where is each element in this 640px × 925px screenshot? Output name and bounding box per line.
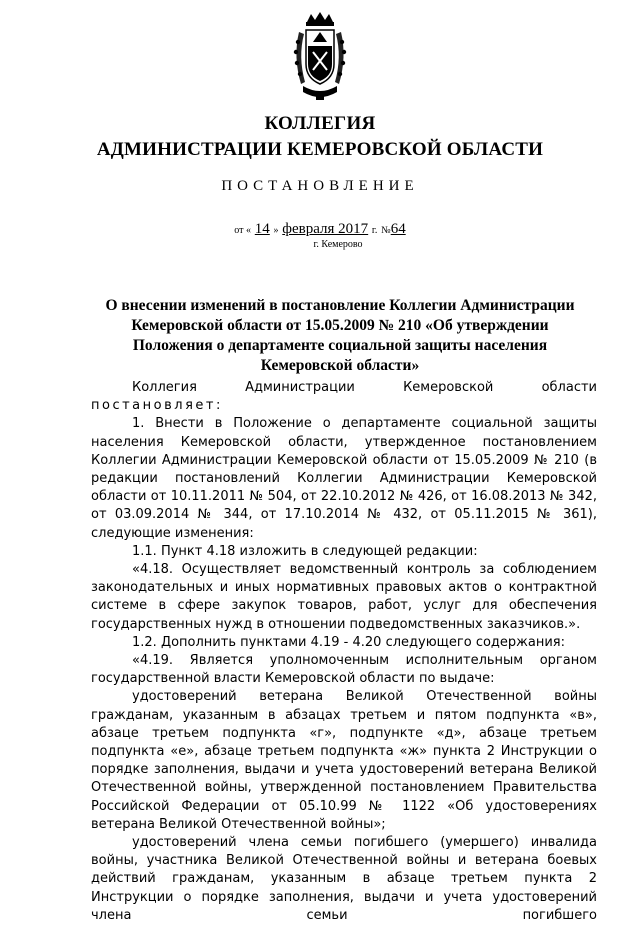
date-mid: » [273, 225, 279, 236]
paragraph-4-18: «4.18. Осуществляет ведомственный контроль за соблюдением законодательных и иных нормативных правовых актов о контрактной системе в сфере закупок товаров, работ, услуг для обеспечения государственных нужд в отношении подведомственных заказчиков.». [91, 562, 597, 632]
city-label: г. Кемерово [313, 239, 363, 250]
date-number-line [0, 221, 640, 238]
paragraph-4-19: «4.19. Является уполномоченным исполнительным органом государственной власти Кемеровской области по выдаче: [91, 653, 597, 687]
document-body [91, 379, 597, 925]
paragraph-1-1: 1.1. Пункт 4.18 изложить в следующей редакции: [132, 543, 478, 559]
intro-verb: постановляет: [91, 398, 223, 414]
document-title: О внесении изменений в постановление Коллегии Администрации Кемеровской области от 15.05.2009 № 210 «Об утверждении Положения о департаменте социальной защиты населения Кемеровской области» [105, 297, 575, 374]
org-title-line1: КОЛЛЕГИЯ [264, 113, 376, 134]
number-prefix: № [381, 225, 391, 236]
date-g: г. [371, 225, 378, 236]
paragraph-veteran-certificates: удостоверений ветерана Великой Отечественной войны гражданам, указанным в абзацах третьем и пятом подпункта «в», абзаце третьем подпункта «г», подпункте «д», абзаце третьем подпункта «е», абзаце третьем подпункта «ж» пункта 2 Инструкции о порядке заполнения, выдачи и учета удостоверений ветерана Великой Отечественной войны, утвержденной постановлением Правительства Российской Федерации от 05.10.99 № 1122 «Об удостоверениях ветерана Великой Отечественной войны»; [91, 689, 597, 832]
paragraph-family-certificates: удостоверений члена семьи погибшего (умершего) инвалида войны, участника Великой Отечественной войны и ветерана боевых действий гражданам, указанным в абзаце третьем пункта 2 Инструкции о порядке заполнения, выдачи и учета удостоверений члена семьи погибшего [91, 835, 597, 923]
intro-paragraph [91, 379, 597, 415]
document-number: 64 [390, 221, 406, 237]
intro-text: Коллегия Администрации Кемеровской области [132, 380, 597, 395]
coat-of-arms-emblem [291, 12, 349, 104]
paragraph-1: 1. Внести в Положение о департаменте социальной защиты населения Кемеровской области, утвержденное постановлением Коллегии Администрации Кемеровской области от 15.05.2009 № 210 (в редакции постановлений Коллегии Администрации Кемеровской области от 10.11.2011 № 504, от 22.10.2012 № 426, от 16.08.2013 № 342, от 03.09.2014 № 344, от 17.10.2014 № 432, от 05.11.2015 № 361), следующие изменения: [91, 416, 597, 541]
date-prefix: от « [234, 225, 252, 236]
org-title-line2: АДМИНИСТРАЦИИ КЕМЕРОВСКОЙ ОБЛАСТИ [96, 139, 544, 160]
paragraph-1-2: 1.2. Дополнить пунктами 4.19 - 4.20 следующего содержания: [132, 634, 565, 650]
date-month-year: февраля 2017 [282, 221, 369, 237]
document-kind: ПОСТАНОВЛЕНИЕ [221, 178, 419, 194]
date-day: 14 [254, 221, 270, 237]
